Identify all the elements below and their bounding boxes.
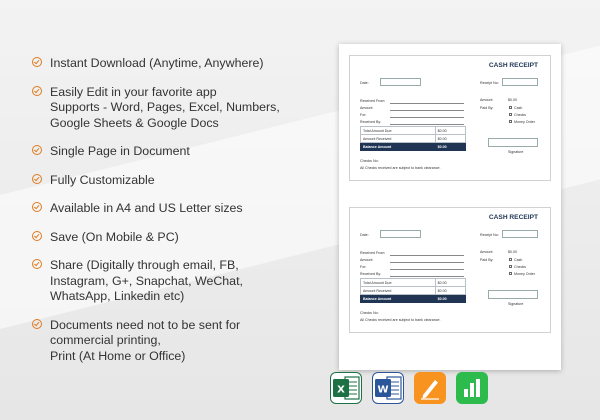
cash-checkbox[interactable] [509,258,512,261]
cash-checkbox[interactable] [509,106,512,109]
table-row [361,143,466,151]
amount-received-label: Amount Received [361,287,436,295]
feature-item [32,201,332,217]
received-by-label: Received By: [360,272,382,276]
feature-text: Available in A4 and US Letter sizes [50,201,243,215]
balance-label: Balance Amount [361,143,436,151]
feature-text: Save (On Mobile & PC) [50,229,179,244]
check-circle-icon [32,145,42,155]
received-from-label: Received From: [360,251,386,255]
receipt-no-label: Receipt No: [480,233,499,237]
checks-checkbox[interactable] [509,265,512,268]
feature-text: WhatsApp, Linkedin etc) [50,289,185,303]
amount-right-value: $0.00 [508,250,517,254]
excel-icon [330,372,362,404]
received-from-line[interactable] [390,255,464,256]
balance-value: $0.00 [435,143,465,151]
table-row [361,127,466,135]
feature-text: Easily Edit in your favorite app [50,84,217,99]
numbers-icon [456,372,488,404]
signature-label: Signature [508,150,524,154]
cash-option-label: Cash [514,258,523,262]
received-from-line[interactable] [390,103,464,104]
receipt-no-field[interactable] [502,230,538,238]
check-circle-icon [32,231,42,241]
checks-option-label: Checks [514,113,526,117]
signature-label: Signature [508,302,524,306]
cash-receipt-bottom [349,207,551,333]
clearance-note: All Checks received are subject to bank clearance. [360,166,441,170]
amount-label: Amount: [360,106,374,110]
totals-table [360,126,466,151]
money-order-option-label: Money Order [514,120,535,124]
for-label: For: [360,113,367,117]
cash-option-label: Cash [514,106,523,110]
feature-text: Single Page in Document [50,144,190,158]
app-letter: W [377,384,389,396]
amount-right-label: Amount: [480,98,494,102]
money-order-checkbox[interactable] [509,120,512,123]
amount-line[interactable] [390,262,464,263]
feature-text: Print (At Home or Office) [50,348,186,363]
date-label: Date: [360,81,369,85]
table-row [361,135,466,143]
feature-item [32,85,332,132]
received-by-line[interactable] [390,124,464,125]
feature-text: Documents need not to be sent for [50,317,241,332]
table-row [361,279,466,287]
received-from-label: Received From: [360,99,386,103]
feature-item [32,258,332,305]
feature-text: Supports - Word, Pages, Excel, Numbers, [50,100,280,114]
amount-line[interactable] [390,110,464,111]
table-row [361,287,466,295]
cash-receipt-top [349,55,551,181]
for-line[interactable] [390,117,464,118]
feature-text: Google Sheets & Google Docs [50,115,219,130]
date-label: Date: [360,233,369,237]
total-due-value: $0.00 [435,279,465,287]
clearance-note: All Checks received are subject to bank clearance. [360,318,441,322]
check-circle-icon [32,319,42,329]
total-due-value: $0.00 [435,127,465,135]
feature-item [32,56,332,72]
signature-field[interactable] [488,138,538,147]
feature-list [32,56,332,377]
check-circle-icon [32,202,42,212]
signature-field[interactable] [488,290,538,299]
receipt-title: CASH RECEIPT [488,62,538,69]
check-circle-icon [32,174,42,184]
money-order-option-label: Money Order [514,272,535,276]
receipt-no-field[interactable] [502,78,538,86]
paid-by-label: Paid By: [480,258,494,262]
amount-right-label: Amount: [480,250,494,254]
check-circle-icon [32,86,42,96]
date-field[interactable] [380,230,421,238]
app-letter: X [337,384,345,396]
check-circle-icon [32,57,42,67]
totals-table [360,278,466,303]
checks-checkbox[interactable] [509,113,512,116]
amount-right-value: $0.00 [508,98,517,102]
feature-text: Instagram, G+, Snapchat, WeChat, [50,273,243,288]
for-label: For: [360,265,367,269]
feature-text: Instant Download (Anytime, Anywhere) [50,56,264,70]
pages-icon [414,372,446,404]
word-icon [372,372,404,404]
paid-by-label: Paid By: [480,106,494,110]
check-circle-icon [32,259,42,269]
feature-text: commercial printing, [50,333,161,347]
feature-text: Share (Digitally through email, FB, [50,258,239,272]
amount-received-value: $0.00 [435,287,465,295]
feature-item [32,230,332,246]
received-by-line[interactable] [390,276,464,277]
amount-received-label: Amount Received [361,135,436,143]
money-order-checkbox[interactable] [509,272,512,275]
receipt-no-label: Receipt No: [480,81,499,85]
balance-label: Balance Amount [361,295,436,303]
total-due-label: Total Amount Due: [361,279,436,287]
receipt-title: CASH RECEIPT [488,214,538,221]
for-line[interactable] [390,269,464,270]
amount-label: Amount: [360,258,374,262]
date-field[interactable] [380,78,421,86]
total-due-label: Total Amount Due: [361,127,436,135]
document-preview [339,44,561,370]
feature-item [32,318,332,365]
balance-value: $0.00 [435,295,465,303]
received-by-label: Received By: [360,120,382,124]
feature-item [32,173,332,189]
feature-item [32,144,332,160]
checks-no-label: Checks No: [360,311,379,315]
checks-no-label: Checks No: [360,159,379,163]
feature-text: Fully Customizable [50,172,155,187]
checks-option-label: Checks [514,265,526,269]
amount-received-value: $0.00 [435,135,465,143]
table-row [361,295,466,303]
